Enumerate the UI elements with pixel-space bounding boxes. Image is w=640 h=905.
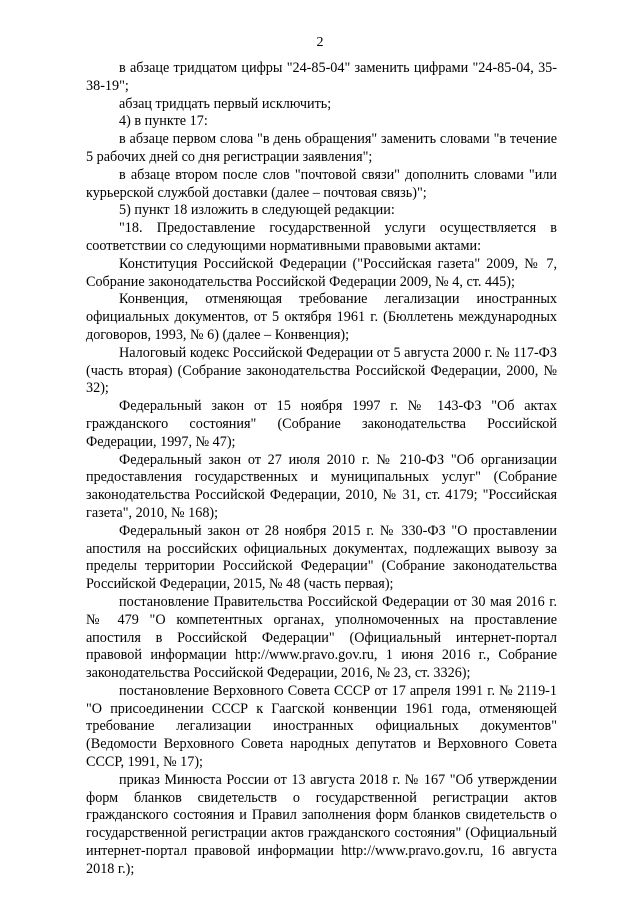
paragraph: в абзаце первом слова "в день обращения" заменить словами "в течение 5 рабочих дней со дня регистрации заявления"; bbox=[86, 131, 557, 165]
paragraph: абзац тридцать первый исключить; bbox=[119, 95, 332, 112]
paragraph: в абзаце тридцатом цифры "24-85-04" заменить цифрами "24-85-04, 35-38-19"; bbox=[86, 60, 557, 94]
paragraph: Конституция Российской Федерации ("Российская газета" 2009, № 7, Собрание законодательства Российской Федерации 2009, № 4, ст. 445); bbox=[86, 255, 557, 290]
document-body bbox=[86, 60, 557, 879]
page-number: 2 bbox=[316, 35, 324, 50]
paragraph: 4) в пункте 17: bbox=[119, 113, 208, 130]
paragraph: постановление Верховного Совета СССР от 17 апреля 1991 г. № 2119-1 "О присоединении СССР к Гаагской конвенции 1961 года, отменяющей требование легализации иностранных официальных документов" (Ведомости Верховного Совета народных депутатов и Верховного Совета СССР, 1991, № 17); bbox=[86, 682, 557, 771]
paragraph: Налоговый кодекс Российской Федерации от 5 августа 2000 г. № 117-ФЗ (часть вторая) (Собрание законодательства Российской Федерации, 2000, № 32); bbox=[86, 344, 557, 397]
paragraph: Федеральный закон от 15 ноября 1997 г. № 143-ФЗ "Об актах гражданского состояния" (Собрание законодательства Российской Федерации, 1997, № 47); bbox=[86, 398, 557, 450]
paragraph: 5) пункт 18 изложить в следующей редакции: bbox=[119, 202, 395, 219]
paragraph: Федеральный закон от 27 июля 2010 г. № 210-ФЗ "Об организации предоставления государственных и муниципальных услуг" (Собрание законодательства Российской Федерации, 2010, № 31, ст. 4179; "Российская газета", 2010, № 168); bbox=[86, 451, 557, 521]
paragraph: постановление Правительства Российской Федерации от 30 мая 2016 г. № 479 "О компетентных органах, уполномоченных на проставление апостиля в Российской Федерации" (Официальный интернет-портал правовой информации http://www.pravo.gov.ru, 1 июня 2016 г., Собрание законодательства Российской Федерации, 2016, № 23, ст. 3326); bbox=[86, 593, 557, 682]
paragraph: приказ Минюста России от 13 августа 2018 г. № 167 "Об утверждении форм бланков свидетельств о государственной регистрации актов гражданского состояния и Правил заполнения форм бланков свидетельств о государственной регистрации актов гражданского состояния" (Официальный интернет-портал правовой информации http://www.pravo.gov.ru, 16 августа 2018 г.); bbox=[86, 771, 557, 877]
paragraph: Конвенция, отменяющая требование легализации иностранных официальных документов, от 5 октября 1961 г. (Бюллетень международных договоров, 1993, № 6) (далее – Конвенция); bbox=[86, 291, 557, 343]
paragraph: Федеральный закон от 28 ноября 2015 г. № 330-ФЗ "О проставлении апостиля на российских официальных документах, подлежащих вывозу за пределы территории Российской Федерации" (Собрание законодательства Российской Федерации, 2015, № 48 (часть первая); bbox=[86, 522, 557, 593]
paragraph: "18. Предоставление государственной услуги осуществляется в соответствии со следующими нормативными правовыми актами: bbox=[86, 220, 557, 254]
paragraph: в абзаце втором после слов "почтовой связи" дополнить словами "или курьерской службой доставки (далее – почтовая связь)"; bbox=[86, 166, 557, 201]
